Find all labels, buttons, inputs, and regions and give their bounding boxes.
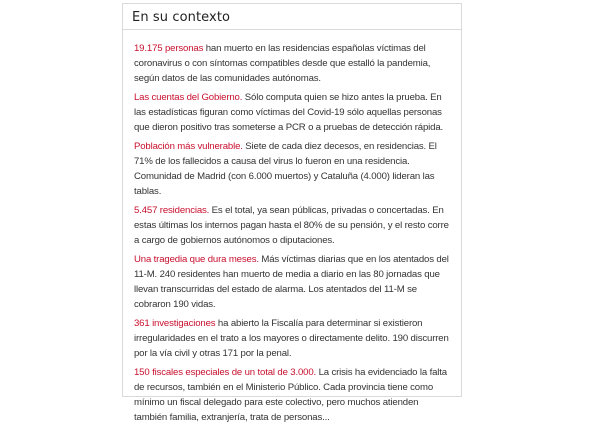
context-item	[134, 90, 449, 135]
context-item-lead: 150 fiscales especiales de un total de 3.000.	[134, 367, 317, 378]
context-item-text: ha abierto la Fiscalía para determinar si existieron irregularidades en el trato a los mayores o directamente delito. 190 discurren por la vía civil y otras 171 por la penal.	[134, 318, 449, 359]
context-item-text: Más víctimas diarias que en los atentados del 11-M. 240 residentes han muerto de media a diario en las 80 jornadas que llevan transcurridas del estado de alarma. Los atentados del 11-M se cobraron 190 vidas.	[134, 254, 449, 310]
context-box-body	[123, 30, 461, 425]
context-item-text: Sólo computa quien se hizo antes la prueba. En las estadísticas figuran como víctimas del Covid-19 sólo aquellas personas que dieron positivo tras someterse a PCR o a pruebas de detección rápida.	[134, 92, 444, 133]
context-item	[134, 365, 449, 425]
context-item-lead: Las cuentas del Gobierno.	[134, 92, 243, 103]
context-item-lead: Población más vulnerable.	[134, 141, 243, 152]
context-box-header	[123, 4, 461, 30]
context-item-lead: 361 investigaciones	[134, 318, 216, 329]
context-box-title: En su contexto	[132, 10, 231, 25]
context-item-lead: 5.457 residencias.	[134, 205, 210, 216]
context-item-text: Siete de cada diez decesos, en residencias. El 71% de los fallecidos a causa del virus lo fueron en una residencia. Comunidad de Madrid (con 6.000 muertos) y Cataluña (4.000) lideran las tablas.	[134, 141, 437, 197]
context-item-text: La crisis ha evidenciado la falta de recursos, también en el Ministerio Público. Cada provincia tiene como mínimo un fiscal delegado para este colectivo, pero muchos atienden también familia, extranjería, trata de personas...	[134, 367, 447, 423]
context-item	[134, 203, 449, 248]
context-box	[122, 3, 462, 423]
context-item	[134, 139, 449, 199]
context-item	[134, 316, 449, 361]
context-item	[134, 252, 449, 312]
context-item-text: han muerto en las residencias españolas víctimas del coronavirus o con síntomas compatibles desde que estalló la pandemia, según datos de las comunidades autónomas.	[134, 43, 431, 84]
context-item	[134, 41, 449, 86]
context-item-lead: 19.175 personas	[134, 43, 204, 54]
context-item-lead: Una tragedia que dura meses.	[134, 254, 259, 265]
context-item-text: Es el total, ya sean públicas, privadas o concertadas. En estas últimas los internos pagan hasta el 80% de su pensión, y el resto corre a cargo de gobiernos autónomos o diputaciones.	[134, 205, 449, 246]
